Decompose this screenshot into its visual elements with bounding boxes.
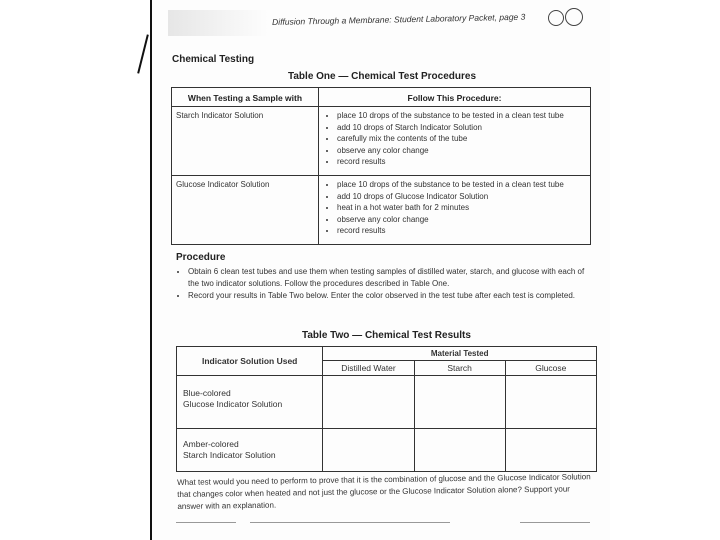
result-cell[interactable]: [323, 429, 414, 472]
table-one-caption: Table One — Chemical Test Procedures: [288, 71, 477, 82]
list-item: • Record your results in Table Two below. Enter the color observed in the test tube after each test is completed.: [188, 290, 591, 302]
table-row: [172, 107, 591, 176]
row-label-line: Blue-colored: [183, 388, 231, 398]
result-cell[interactable]: [414, 429, 505, 472]
table-two-row-label: [177, 376, 323, 429]
table-one-header-sample: When Testing a Sample with: [172, 88, 319, 107]
table-one: [171, 87, 591, 245]
table-row: [177, 429, 597, 472]
table-row: [177, 376, 597, 429]
list-item: • observe any color change: [337, 214, 586, 226]
list-item: • observe any color change: [337, 145, 586, 157]
table-two-indicator-header: Indicator Solution Used: [177, 347, 323, 376]
procedure-title: Procedure: [176, 252, 226, 263]
row-label-line: Amber-colored: [183, 439, 239, 449]
list-item: • add 10 drops of Glucose Indicator Solution: [337, 191, 586, 203]
list-item: • carefully mix the contents of the tube: [337, 133, 586, 145]
pen-mark: [137, 34, 149, 73]
table-two-caption: Table Two — Chemical Test Results: [302, 330, 471, 341]
list-item: • add 10 drops of Starch Indicator Solution: [337, 122, 586, 134]
list-item: • heat in a hot water bath for 2 minutes: [337, 202, 586, 214]
answer-line[interactable]: [176, 522, 236, 523]
table-one-steps: [319, 107, 591, 176]
table-two-material-header: Material Tested: [323, 347, 597, 361]
table-one-header-procedure: Follow This Procedure:: [319, 88, 591, 107]
answer-line[interactable]: [520, 522, 590, 523]
row-label-line: Glucose Indicator Solution: [183, 399, 283, 409]
list-item: • place 10 drops of the substance to be tested in a clean test tube: [337, 110, 586, 122]
running-header: Diffusion Through a Membrane: Student Laboratory Packet, page 3: [272, 11, 526, 27]
question-text: What test would you need to perform to prove that it is the combination of glucose and the Glucose Indicator Solution that changes color when heated and not just the glucose or the Glucose Indicator Solution alone? Support your answer with an explanation.: [177, 472, 591, 511]
table-one-steps: [319, 176, 591, 245]
table-row: [172, 176, 591, 245]
page-edge-line: [150, 0, 152, 540]
result-cell[interactable]: [323, 376, 414, 429]
table-one-sample: Glucose Indicator Solution: [172, 176, 319, 245]
result-cell[interactable]: [505, 376, 596, 429]
binder-ring-icon: [565, 8, 583, 26]
binder-ring-icon: [548, 10, 564, 26]
section-title: Chemical Testing: [172, 54, 255, 65]
material-glucose: Glucose: [505, 361, 596, 376]
table-two-row-label: [177, 429, 323, 472]
result-cell[interactable]: [505, 429, 596, 472]
table-one-sample: Starch Indicator Solution: [172, 107, 319, 176]
answer-line[interactable]: [250, 522, 450, 523]
list-item: • record results: [337, 225, 586, 237]
header-smudge: [168, 10, 268, 36]
table-two: [176, 346, 597, 472]
list-item: • place 10 drops of the substance to be tested in a clean test tube: [337, 179, 586, 191]
list-item: • record results: [337, 156, 586, 168]
material-starch: Starch: [414, 361, 505, 376]
procedure-list: [176, 266, 591, 303]
result-cell[interactable]: [414, 376, 505, 429]
material-distilled-water: Distilled Water: [323, 361, 414, 376]
row-label-line: Starch Indicator Solution: [183, 450, 276, 460]
list-item: • Obtain 6 clean test tubes and use them when testing samples of distilled water, starch, and glucose with each of the two indicator solutions. Follow the procedures described in Table One.: [188, 266, 591, 289]
